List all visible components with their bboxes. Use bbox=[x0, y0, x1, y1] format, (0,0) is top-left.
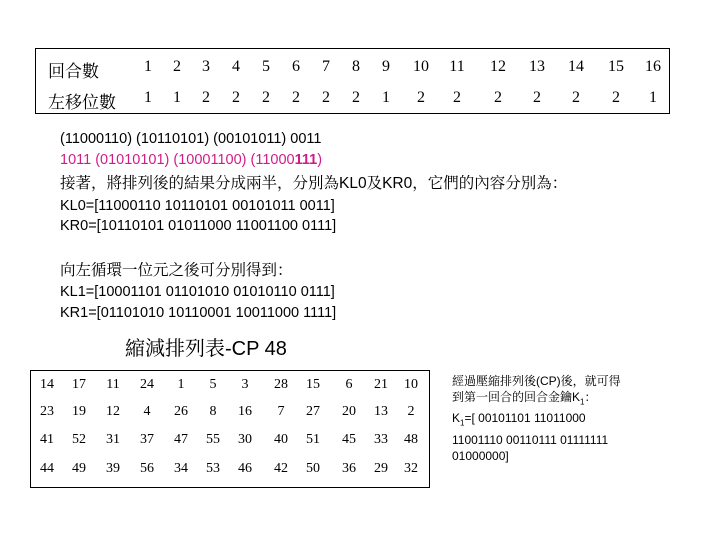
note-line-2-text: 到第一回合的回合金鑰K bbox=[452, 390, 581, 404]
cp-table-cell: 8 bbox=[209, 404, 217, 419]
cp-table-cell: 33 bbox=[374, 432, 388, 447]
bits-line-1: (11000110) (10110101) (00101011) 0011 bbox=[60, 131, 322, 147]
round-number-cell: 4 bbox=[232, 58, 240, 75]
note-line-3 bbox=[452, 410, 672, 431]
cp-table-cell: 23 bbox=[40, 404, 54, 419]
cp-table-cell: 17 bbox=[72, 377, 86, 392]
shift-count-cell: 2 bbox=[352, 89, 360, 106]
shift-count-cell: 2 bbox=[292, 89, 300, 106]
cp-table-cell: 39 bbox=[106, 461, 120, 476]
shift-count-cell: 1 bbox=[649, 89, 657, 106]
round-number-cell: 1 bbox=[144, 58, 152, 75]
cp-table-cell: 1 bbox=[177, 377, 185, 392]
bits-line-2-part-a: 1011 (01010101) (10001100) (11000 bbox=[60, 152, 295, 168]
shift-row bbox=[36, 84, 669, 112]
shift-count-cell: 1 bbox=[382, 89, 390, 106]
kl0-line: KL0=[11000110 10110101 00101011 0011] bbox=[60, 198, 335, 214]
cp-table-cell: 19 bbox=[72, 404, 86, 419]
round-number-cell: 16 bbox=[645, 58, 661, 75]
note-line-3-prefix: K bbox=[452, 411, 461, 426]
cp-permutation-table bbox=[30, 370, 430, 488]
cp-table-cell: 42 bbox=[274, 461, 288, 476]
note-line-4: 11001110 00110111 01111111 bbox=[452, 432, 609, 447]
cp-table-cell: 56 bbox=[140, 461, 154, 476]
round-number-cell: 13 bbox=[529, 58, 545, 75]
shift-count-cell: 2 bbox=[202, 89, 210, 106]
round-number-cell: 11 bbox=[449, 58, 465, 75]
cp-table-cell: 10 bbox=[404, 377, 418, 392]
note-line-2-sub: 1 bbox=[580, 397, 585, 407]
cp-table-cell: 53 bbox=[206, 461, 220, 476]
kl1-line: KL1=[10001101 01101010 01010110 0111] bbox=[60, 284, 335, 300]
note-line-5: 01000000] bbox=[452, 448, 509, 463]
cp-table-cell: 15 bbox=[306, 377, 320, 392]
shift-count-cell: 2 bbox=[572, 89, 580, 106]
cp-table-cell: 28 bbox=[274, 377, 288, 392]
kr0-line: KR0=[10110101 01011000 11001100 0111] bbox=[60, 218, 337, 234]
cp-table-cell: 5 bbox=[209, 377, 217, 392]
cp-table-cell: 37 bbox=[140, 432, 154, 447]
round-number-cell: 10 bbox=[413, 58, 429, 75]
cp-table-cell: 46 bbox=[238, 461, 252, 476]
round-number-cell: 6 bbox=[292, 58, 300, 75]
cp-table-cell: 26 bbox=[174, 404, 188, 419]
cp-table-cell: 52 bbox=[72, 432, 86, 447]
bits-line-2 bbox=[60, 150, 322, 171]
cp-table-cell: 13 bbox=[374, 404, 388, 419]
shift-count-cell: 2 bbox=[417, 89, 425, 106]
cp-table-cell: 14 bbox=[40, 377, 54, 392]
rotate-intro: 向左循環一位元之後可分別得到： bbox=[60, 262, 293, 279]
round-key-note bbox=[452, 373, 672, 464]
note-line-2 bbox=[452, 389, 672, 410]
cp-table-cell: 47 bbox=[174, 432, 188, 447]
cp-table-cell: 7 bbox=[277, 404, 285, 419]
cp-table-cell: 41 bbox=[40, 432, 54, 447]
cp-table-cell: 2 bbox=[407, 404, 415, 419]
cp-table-cell: 55 bbox=[206, 432, 220, 447]
cp-table-cell: 16 bbox=[238, 404, 252, 419]
shift-count-cell: 2 bbox=[262, 89, 270, 106]
cp-table-cell: 44 bbox=[40, 461, 54, 476]
bits-line-2-part-c: ) bbox=[317, 152, 323, 168]
shift-count-cell: 2 bbox=[533, 89, 541, 106]
cp-table-cell: 3 bbox=[241, 377, 249, 392]
round-number-cell: 7 bbox=[322, 58, 330, 75]
cp-table-cell: 24 bbox=[140, 377, 154, 392]
round-number-cell: 12 bbox=[490, 58, 506, 75]
shift-count-cell: 1 bbox=[173, 89, 181, 106]
shift-schedule-table bbox=[35, 48, 670, 114]
cp-table-cell: 36 bbox=[342, 461, 356, 476]
round-number-cell: 8 bbox=[352, 58, 360, 75]
split-intro: 接著，將排列後的結果分成兩半，分別為KL0及KR0，它們的內容分別為： bbox=[60, 175, 568, 192]
note-line-3-sub: 1 bbox=[460, 418, 465, 428]
cp-table-cell: 11 bbox=[106, 377, 120, 392]
cp-table-cell: 31 bbox=[106, 432, 120, 447]
shift-count-cell: 2 bbox=[453, 89, 461, 106]
shift-count-cell: 2 bbox=[494, 89, 502, 106]
cp-table-title: 縮減排列表-CP 48 bbox=[125, 338, 287, 360]
round-number-cell: 3 bbox=[202, 58, 210, 75]
note-line-3-rest: =[ 00101101 11011000 bbox=[464, 411, 586, 426]
cp-table-cell: 20 bbox=[342, 404, 356, 419]
cp-table-cell: 30 bbox=[238, 432, 252, 447]
cp-table-cell: 4 bbox=[143, 404, 151, 419]
round-number-cell: 15 bbox=[608, 58, 624, 75]
shift-count-cell: 2 bbox=[232, 89, 240, 106]
cp-table-cell: 34 bbox=[174, 461, 188, 476]
cp-table-cell: 49 bbox=[72, 461, 86, 476]
round-row bbox=[36, 53, 669, 81]
cp-table-cell: 48 bbox=[404, 432, 418, 447]
round-number-cell: 9 bbox=[382, 58, 390, 75]
note-line-1: 經過壓縮排列後(CP)後，就可得 bbox=[452, 374, 621, 388]
shift-header: 左移位數 bbox=[48, 93, 116, 112]
cp-table-cell: 40 bbox=[274, 432, 288, 447]
note-line-2-end: ： bbox=[584, 390, 597, 404]
shift-count-cell: 2 bbox=[612, 89, 620, 106]
cp-table-cell: 50 bbox=[306, 461, 320, 476]
cp-table-cell: 51 bbox=[306, 432, 320, 447]
cp-table-cell: 12 bbox=[106, 404, 120, 419]
cp-table-cell: 32 bbox=[404, 461, 418, 476]
cp-table-cell: 27 bbox=[306, 404, 320, 419]
kr1-line: KR1=[01101010 10110001 10011000 1111] bbox=[60, 305, 337, 321]
shift-count-cell: 2 bbox=[322, 89, 330, 106]
round-number-cell: 2 bbox=[173, 58, 181, 75]
bits-line-2-part-b: 111 bbox=[294, 152, 318, 168]
shift-count-cell: 1 bbox=[144, 89, 152, 106]
round-header: 回合數 bbox=[48, 62, 99, 81]
round-number-cell: 14 bbox=[568, 58, 584, 75]
cp-table-cell: 29 bbox=[374, 461, 388, 476]
cp-table-cell: 6 bbox=[345, 377, 353, 392]
cp-table-cell: 45 bbox=[342, 432, 356, 447]
round-number-cell: 5 bbox=[262, 58, 270, 75]
cp-table-cell: 21 bbox=[374, 377, 388, 392]
